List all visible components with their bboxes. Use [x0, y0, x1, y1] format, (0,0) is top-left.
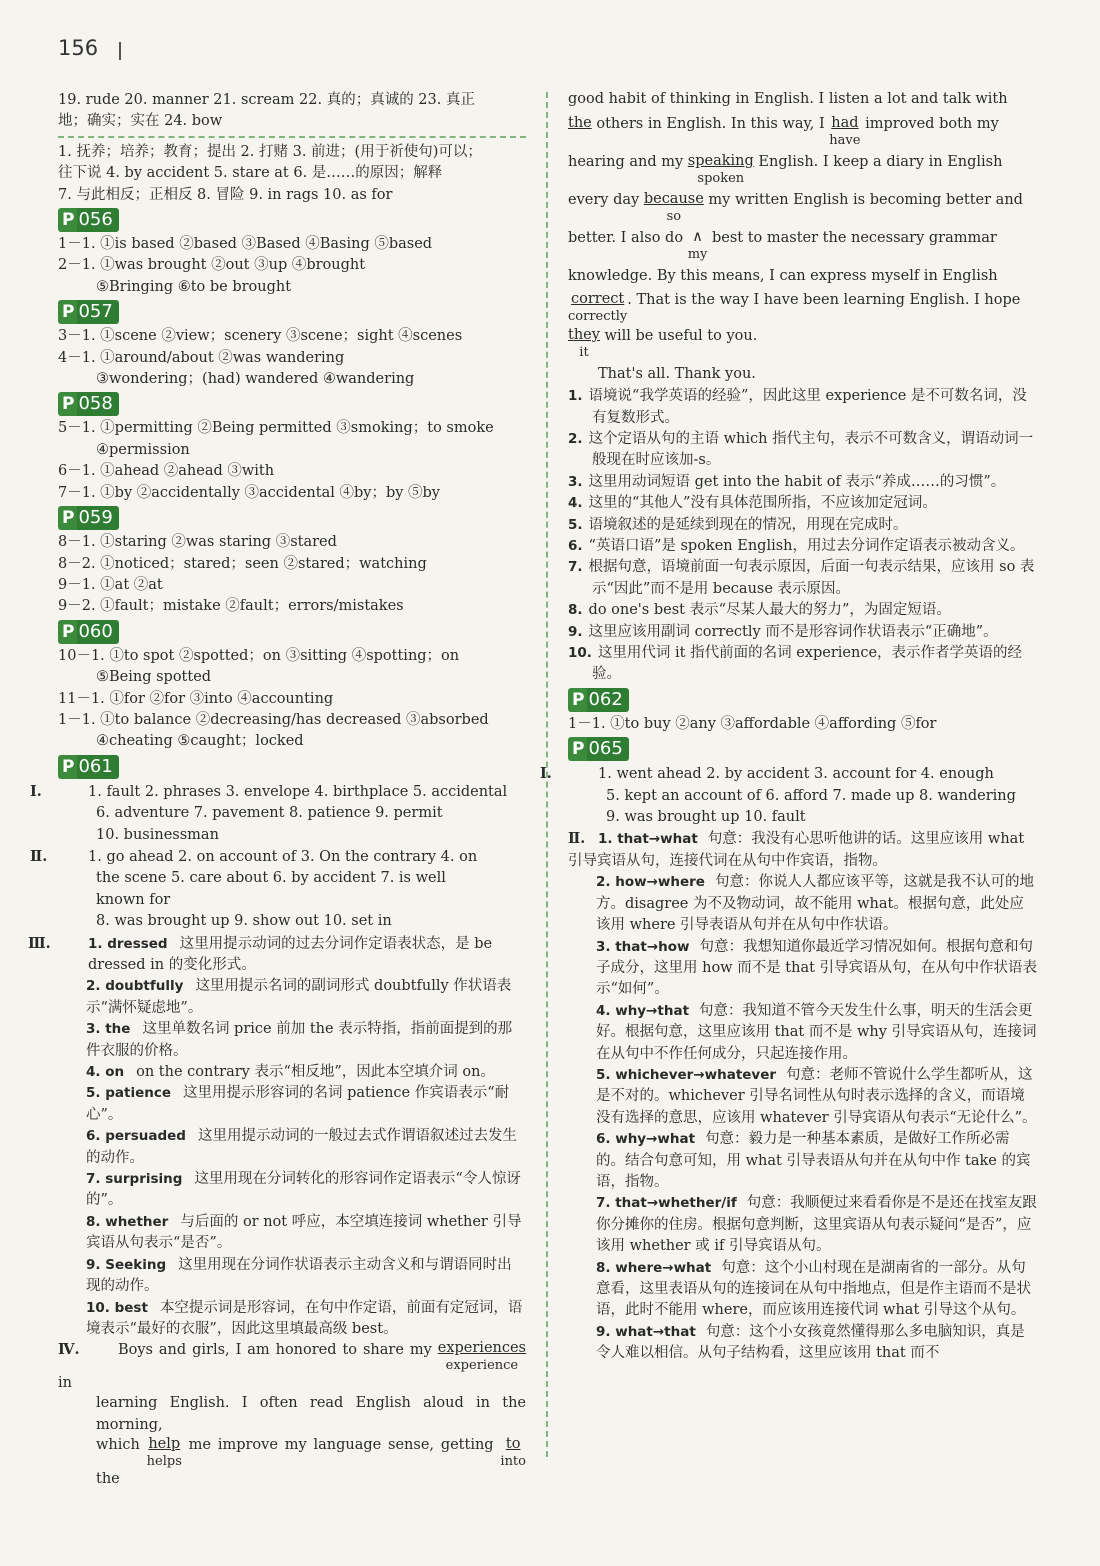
item-number: 1. — [568, 388, 583, 405]
section-badge-062 — [568, 688, 629, 712]
answer-word: 3. that→how — [596, 938, 690, 955]
explanation-text: 这里应该用副词 correctly 而不是形容词作状语表示“正确地”。 — [588, 623, 998, 640]
explanation-item — [568, 643, 1038, 686]
explanation-text: 这里用现在分词转化的形容词作定语表示“令人惊讶的”。 — [86, 1171, 521, 1209]
explanation-item — [568, 1001, 1038, 1065]
explanation-text: 这里用代词 it 指代前面的名词 experience，表示作者学英语的经验。 — [592, 645, 1023, 683]
explanation-text: 这里用动词短语 get into the habit of 表示“养成……的习惯”。 — [588, 473, 1006, 490]
badge-number: 065 — [587, 737, 628, 761]
explanation-item — [568, 493, 1038, 514]
correction — [147, 1436, 182, 1470]
answer-word: 10. best — [86, 1299, 148, 1316]
correction — [438, 1340, 526, 1374]
correction — [644, 191, 704, 225]
section-II — [568, 828, 1038, 1364]
essay-text: will be useful to you. — [599, 327, 758, 344]
answer-line: 8－2. ①noticed；stared；seen ②stared；watching — [58, 555, 427, 572]
answer-line: ⑤Bringing ⑥to be brought — [96, 278, 292, 295]
explanation-item — [568, 386, 1038, 429]
answer-word: 4. why→that — [596, 1002, 690, 1019]
item-number: 5. — [568, 516, 583, 533]
correction — [829, 115, 860, 149]
section-badge-057 — [58, 300, 119, 324]
badge-letter: P — [58, 755, 77, 779]
corrected-word: experience — [445, 1358, 519, 1374]
answer-line: 9－1. ①at ②at — [58, 576, 163, 593]
essay-text: Boys and girls, I am honored to share my — [117, 1342, 438, 1359]
answer-block-059 — [58, 532, 526, 618]
corrected-word: have — [829, 133, 861, 149]
wrong-word: experiences — [437, 1340, 527, 1357]
answer-line: 7. 与此相反；正相反 8. 冒险 9. in rags 10. as for — [58, 186, 393, 203]
section-badge-058 — [58, 392, 119, 416]
explanation-item — [568, 937, 1038, 1001]
section-III — [28, 933, 526, 1341]
answer-line: 4－1. ①around/about ②was wandering — [58, 349, 345, 366]
essay-text: the — [96, 1471, 120, 1488]
page-number: 156 — [58, 36, 99, 60]
explanation-item — [58, 976, 526, 1019]
essay-text: learning English. I often read English aloud in the morning, — [96, 1395, 526, 1433]
answer-line: 1－1. ①to balance ②decreasing/has decreased ③absorbed — [58, 711, 489, 728]
explanation-text: 这里单数名词 price 前加 the 表示特指，指前面提到的那件衣服的价格。 — [86, 1021, 513, 1059]
explanation-item — [568, 536, 1038, 557]
answer-line: 1. fault 2. phrases 3. envelope 4. birthplace 5. accidental — [88, 783, 508, 800]
explanation-item — [568, 1129, 1038, 1193]
answer-block-056 — [58, 234, 526, 298]
section-divider — [58, 136, 526, 138]
corrected-word: into — [500, 1454, 526, 1470]
corrected-word: helps — [146, 1454, 182, 1470]
explanation-item — [58, 1298, 526, 1341]
essay-text: every day — [568, 192, 644, 209]
answer-word: 6. persuaded — [86, 1128, 186, 1145]
answer-line: 1. go ahead 2. on account of 3. On the contrary 4. on — [88, 848, 478, 865]
answer-line: 9. was brought up 10. fault — [606, 809, 806, 826]
explanation-item — [568, 828, 1038, 872]
essay-text: better. I also do — [568, 230, 688, 247]
item-number: 6. — [568, 538, 583, 555]
badge-letter: P — [58, 506, 77, 530]
roman-numeral: Ⅱ. — [568, 830, 586, 848]
corrected-word: it — [579, 344, 589, 360]
explanation-text: 这里的“其他人”没有具体范围所指，不应该加定冠词。 — [588, 495, 937, 512]
wrong-word: correct — [571, 290, 625, 307]
explanation-text: 本空提示词是形容词，在句中作定语，前面有定冠词，语境表示“最好的衣服”，因此这里填最高级 best。 — [86, 1299, 523, 1337]
explanation-item — [58, 1062, 526, 1083]
badge-number: 059 — [77, 506, 118, 530]
answer-line: 1. went ahead 2. by accident 3. account for 4. enough — [598, 766, 994, 783]
essay-text: my written English is becoming better and — [703, 192, 1023, 209]
explanation-item — [58, 1255, 526, 1298]
item-number: 4. — [568, 495, 583, 512]
section-I — [540, 763, 1038, 785]
answer-line: 1－1. ①is based ②based ③Based ④Basing ⑤based — [58, 236, 433, 253]
essay-text: That's all. Thank you. — [598, 365, 756, 382]
answer-word: 1. dressed — [88, 935, 168, 952]
roman-numeral: Ⅰ. — [540, 765, 552, 783]
answer-line: 3－1. ①scene ②view；scenery ③scene；sight ④scenes — [58, 328, 463, 345]
answer-word: 9. what→that — [596, 1323, 696, 1340]
explanation-text: on the contrary 表示“相反地”，因此本空填介词 on。 — [136, 1064, 495, 1081]
essay-text: good habit of thinking in English. I listen a lot and talk with — [568, 91, 1008, 107]
badge-number: 060 — [77, 620, 118, 644]
roman-numeral: Ⅱ. — [30, 847, 48, 865]
section-badge-059 — [58, 506, 119, 530]
explanation-text: 句意：这个小女孩竟然懂得那么多电脑知识，真是令人难以相信。从句子结构看，这里应该用 that 而不 — [596, 1323, 1025, 1362]
answer-line: 9－2. ①fault；mistake ②fault；errors/mistakes — [58, 598, 404, 615]
essay-text: hearing and my — [568, 154, 688, 171]
answer-line: ③wondering；(had) wandered ④wandering — [96, 371, 415, 388]
page-number-divider — [119, 42, 121, 60]
explanation-text: 这里用提示动词的一般过去式作谓语叙述过去发生的动作。 — [86, 1128, 517, 1166]
explanation-text: 这个定语从句的主语 which 指代主句，表示不可数含义，谓语动词一般现在时应该加-s。 — [588, 430, 1034, 469]
essay-text: in — [58, 1375, 72, 1392]
answer-word: 5. patience — [86, 1085, 172, 1102]
badge-letter: P — [58, 620, 77, 644]
item-number: 10. — [568, 645, 592, 662]
section-I — [30, 781, 526, 803]
answer-word: 8. where→what — [596, 1259, 712, 1276]
essay-text: knowledge. By this means, I can express myself in English — [568, 268, 998, 285]
explanation-text: 句意：你说人人都应该平等，这就是我不认可的地方。disagree 为不及物动词，故不能用 what。根据句意，此处应该用 where 引导表语从句并在从句中作状语。 — [596, 874, 1034, 934]
section-IV — [58, 1340, 526, 1489]
answer-block — [58, 142, 526, 206]
explanation-item — [568, 557, 1038, 600]
section-badge-061 — [58, 755, 119, 779]
answer-word: 7. that→whether/if — [596, 1195, 737, 1212]
badge-number: 058 — [77, 392, 118, 416]
answer-line: 6－1. ①ahead ②ahead ③with — [58, 463, 275, 480]
left-column — [28, 90, 527, 1489]
answer-word: 5. whichever→whatever — [596, 1066, 777, 1083]
item-number: 7. — [568, 559, 583, 576]
answer-block-060 — [58, 646, 526, 753]
explanation-text: 句意：我知道不管今天发生什么事，明天的生活会更好。根据句意，这里应该用 that 而不是 why 引导宾语从句，连接词在从句中不作任何成分，只起连接作用。 — [596, 1002, 1037, 1062]
badge-number: 056 — [77, 208, 118, 232]
item-number: 8. — [568, 602, 583, 619]
badge-letter: P — [568, 737, 587, 761]
corrected-word: so — [666, 209, 682, 225]
answer-word: 4. on — [86, 1064, 125, 1081]
explanation-item — [568, 600, 1038, 621]
explanation-item — [58, 1126, 526, 1169]
roman-numeral: Ⅲ. — [28, 934, 51, 952]
answer-line: 往下说 4. by accident 5. stare at 6. 是……的原因；解释 — [58, 165, 443, 182]
answer-line: 6. adventure 7. pavement 8. patience 9. permit — [96, 805, 443, 822]
explanation-text: 句意：毅力是一种基本素质，是做好工作所必需的。结合句意可知，用 what 引导表语从句并在从句中作 take 的宾语，指物。 — [596, 1131, 1031, 1190]
insert-mark: ∧ — [692, 229, 703, 246]
essay-text: which — [96, 1437, 147, 1454]
correction — [568, 327, 600, 361]
explanation-text: 语境说“我学英语的经验”，因此这里 experience 是不可数名词，没有复数形式。 — [588, 388, 1027, 426]
section-II — [30, 846, 526, 868]
answer-word: 7. surprising — [86, 1171, 183, 1188]
essay-text: me improve my language sense, getting — [181, 1437, 501, 1454]
essay-continued — [568, 90, 1038, 386]
explanation-text: 句意：这个小山村现在是湖南省的一部分。从句意看，这里表语从句的连接词在从句中指地点，但是作主语而不是状语，此时不能用 where，而应该用连接代词 what 引导这个从句。 — [596, 1259, 1031, 1319]
section-badge-065 — [568, 737, 629, 761]
answer-word: 3. the — [86, 1021, 131, 1038]
answer-line: 5. kept an account of 6. afford 7. made up 8. wandering — [606, 787, 1016, 804]
wrong-word: because — [643, 191, 704, 208]
answer-line: known for — [96, 891, 171, 908]
roman-numeral: Ⅰ. — [30, 782, 42, 800]
answer-word: 2. doubtfully — [86, 978, 184, 995]
explanation-text: 句意：我想知道你最近学习情况如何。根据句意和句子成分，这里用 how 而不是 that 引导宾语从句，在从句中作状语表示“如何”。 — [596, 938, 1038, 998]
answer-line: 地；确实；实在 24. bow — [58, 113, 223, 130]
explanation-item — [58, 1083, 526, 1126]
answer-line: ④cheating ⑤caught；locked — [96, 733, 304, 750]
badge-letter: P — [58, 300, 77, 324]
wrong-word: had — [831, 115, 859, 132]
wrong-word: help — [148, 1436, 181, 1453]
answer-block-058 — [58, 418, 526, 504]
explanation-text: 根据句意，语境前面一句表示原因，后面一句表示结果，应该用 so 表示“因此”而不是用 because 表示原因。 — [588, 559, 1035, 597]
explanation-item — [568, 1322, 1038, 1365]
answer-word: 1. that→what — [598, 831, 698, 848]
explanation-item — [568, 1065, 1038, 1129]
explanation-text: 这里用提示动词的过去分词作定语表状态，是 be dressed in 的变化形式。 — [88, 935, 493, 973]
explanation-item — [568, 1193, 1038, 1257]
answer-line: 1－1. ①to buy ②any ③affordable ④affording ⑤for — [568, 715, 937, 732]
explanation-item — [568, 622, 1038, 643]
explanation-text: 与后面的 or not 呼应，本空填连接词 whether 引导宾语从句表示“是否”。 — [86, 1213, 522, 1252]
explanation-text: “英语口语”是 spoken English，用过去分词作定语表示被动含义。 — [588, 538, 1025, 555]
corrected-word: spoken — [697, 171, 745, 187]
item-number: 9. — [568, 623, 583, 640]
explanation-text: 语境叙述的是延续到现在的情况，用现在完成时。 — [588, 516, 908, 533]
explanation-text: do one's best 表示“尽某人最大的努力”，为固定短语。 — [588, 602, 951, 619]
answer-line: ⑤Being spotted — [96, 669, 212, 686]
corrected-word: my — [687, 247, 708, 263]
correction — [568, 291, 627, 325]
answer-line: 1. 抚养；培养；教育；提出 2. 打赌 3. 前进；(用于祈使句)可以； — [58, 143, 482, 160]
wrong-word: the — [568, 115, 592, 132]
answer-block-057 — [58, 326, 526, 390]
badge-number: 057 — [77, 300, 118, 324]
answer-line: 10－1. ①to spot ②spotted；on ③sitting ④spotting；on — [58, 647, 460, 664]
explanation-item — [58, 1169, 526, 1212]
explanation-item — [28, 933, 526, 977]
explanation-item — [568, 872, 1038, 936]
explanation-item — [568, 472, 1038, 493]
correction — [688, 229, 708, 263]
explanation-text: 这里用现在分词作状语表示主动含义和与谓语同时出现的动作。 — [86, 1256, 512, 1295]
explanation-text: 句意：老师不管说什么学生都听从，这是不对的。whichever 引导名词性从句时表示选择的含义，而语境没有选择的意思，应该用 whatever 引导宾语从句表示“无论什么”。 — [596, 1066, 1037, 1126]
badge-number: 062 — [587, 688, 628, 712]
item-number: 2. — [568, 430, 583, 447]
wrong-word: they — [568, 326, 600, 343]
answer-line: 19. rude 20. manner 21. scream 22. 真的；真诚的 23. 真正 — [58, 92, 475, 108]
corrected-word: correctly — [568, 308, 628, 324]
badge-letter: P — [58, 208, 77, 232]
essay-text: . That is the way I have been learning English. I hope — [627, 291, 1021, 308]
essay-text: best to master the necessary grammar — [707, 230, 997, 247]
explanation-item — [58, 1212, 526, 1255]
answer-line: 8. was brought up 9. show out 10. set in — [96, 913, 392, 930]
right-column — [540, 90, 1038, 1365]
answer-line: 10. businessman — [96, 826, 219, 843]
correction — [568, 115, 592, 149]
item-number: 3. — [568, 473, 583, 490]
badge-number: 061 — [77, 755, 118, 779]
answer-line: 11－1. ①for ②for ③into ④accounting — [58, 690, 334, 707]
roman-numeral: Ⅳ. — [58, 1341, 80, 1359]
answer-line: ④permission — [96, 441, 190, 458]
answer-word: 6. why→what — [596, 1131, 696, 1148]
section-badge-060 — [58, 620, 119, 644]
section-badge-056 — [58, 208, 119, 232]
explanation-text: 句意：我顺便过来看看你是不是还在找室友跟你分摊你的住房。根据句意判断，这里宾语从句表示疑问“是否”，应该用 whether 或 if 引导宾语从句。 — [596, 1195, 1037, 1255]
wrong-word: to — [505, 1436, 521, 1453]
explanation-text: 这里用提示形容词的名词 patience 作宾语表示“耐心”。 — [86, 1085, 510, 1123]
explanation-text: 这里用提示名词的副词形式 doubtfully 作状语表示“满怀疑虑地”。 — [86, 978, 512, 1016]
answer-line: 5－1. ①permitting ②Being permitted ③smoking；to smoke — [58, 420, 494, 437]
explanation-text: 句意：我没有心思听他讲的话。这里应该用 what 引导宾语从句，连接代词在从句中作宾语，指物。 — [568, 831, 1025, 869]
answer-line: the scene 5. care about 6. by accident 7. is well — [96, 870, 446, 887]
essay-text: English. I keep a diary in English — [753, 154, 1003, 171]
correction — [688, 153, 754, 187]
answer-line: 8－1. ①staring ②was staring ③stared — [58, 534, 337, 551]
explanation-item — [58, 1019, 526, 1062]
essay-text: others in English. In this way, I — [591, 116, 830, 133]
badge-letter: P — [568, 688, 587, 712]
answer-word: 9. Seeking — [86, 1256, 167, 1273]
answer-line: 2－1. ①was brought ②out ③up ④brought — [58, 257, 366, 274]
correction — [500, 1436, 526, 1470]
explanation-item — [568, 429, 1038, 472]
explanation-list — [568, 386, 1038, 686]
answer-word: 8. whether — [86, 1213, 169, 1230]
badge-letter: P — [58, 392, 77, 416]
explanation-item — [568, 1258, 1038, 1322]
explanation-item — [568, 515, 1038, 536]
wrong-word: speaking — [687, 153, 754, 170]
essay-text: improved both my — [860, 116, 999, 133]
answer-word: 2. how→where — [596, 874, 705, 891]
answer-line: 7－1. ①by ②accidentally ③accidental ④by；by ⑤by — [58, 484, 440, 501]
